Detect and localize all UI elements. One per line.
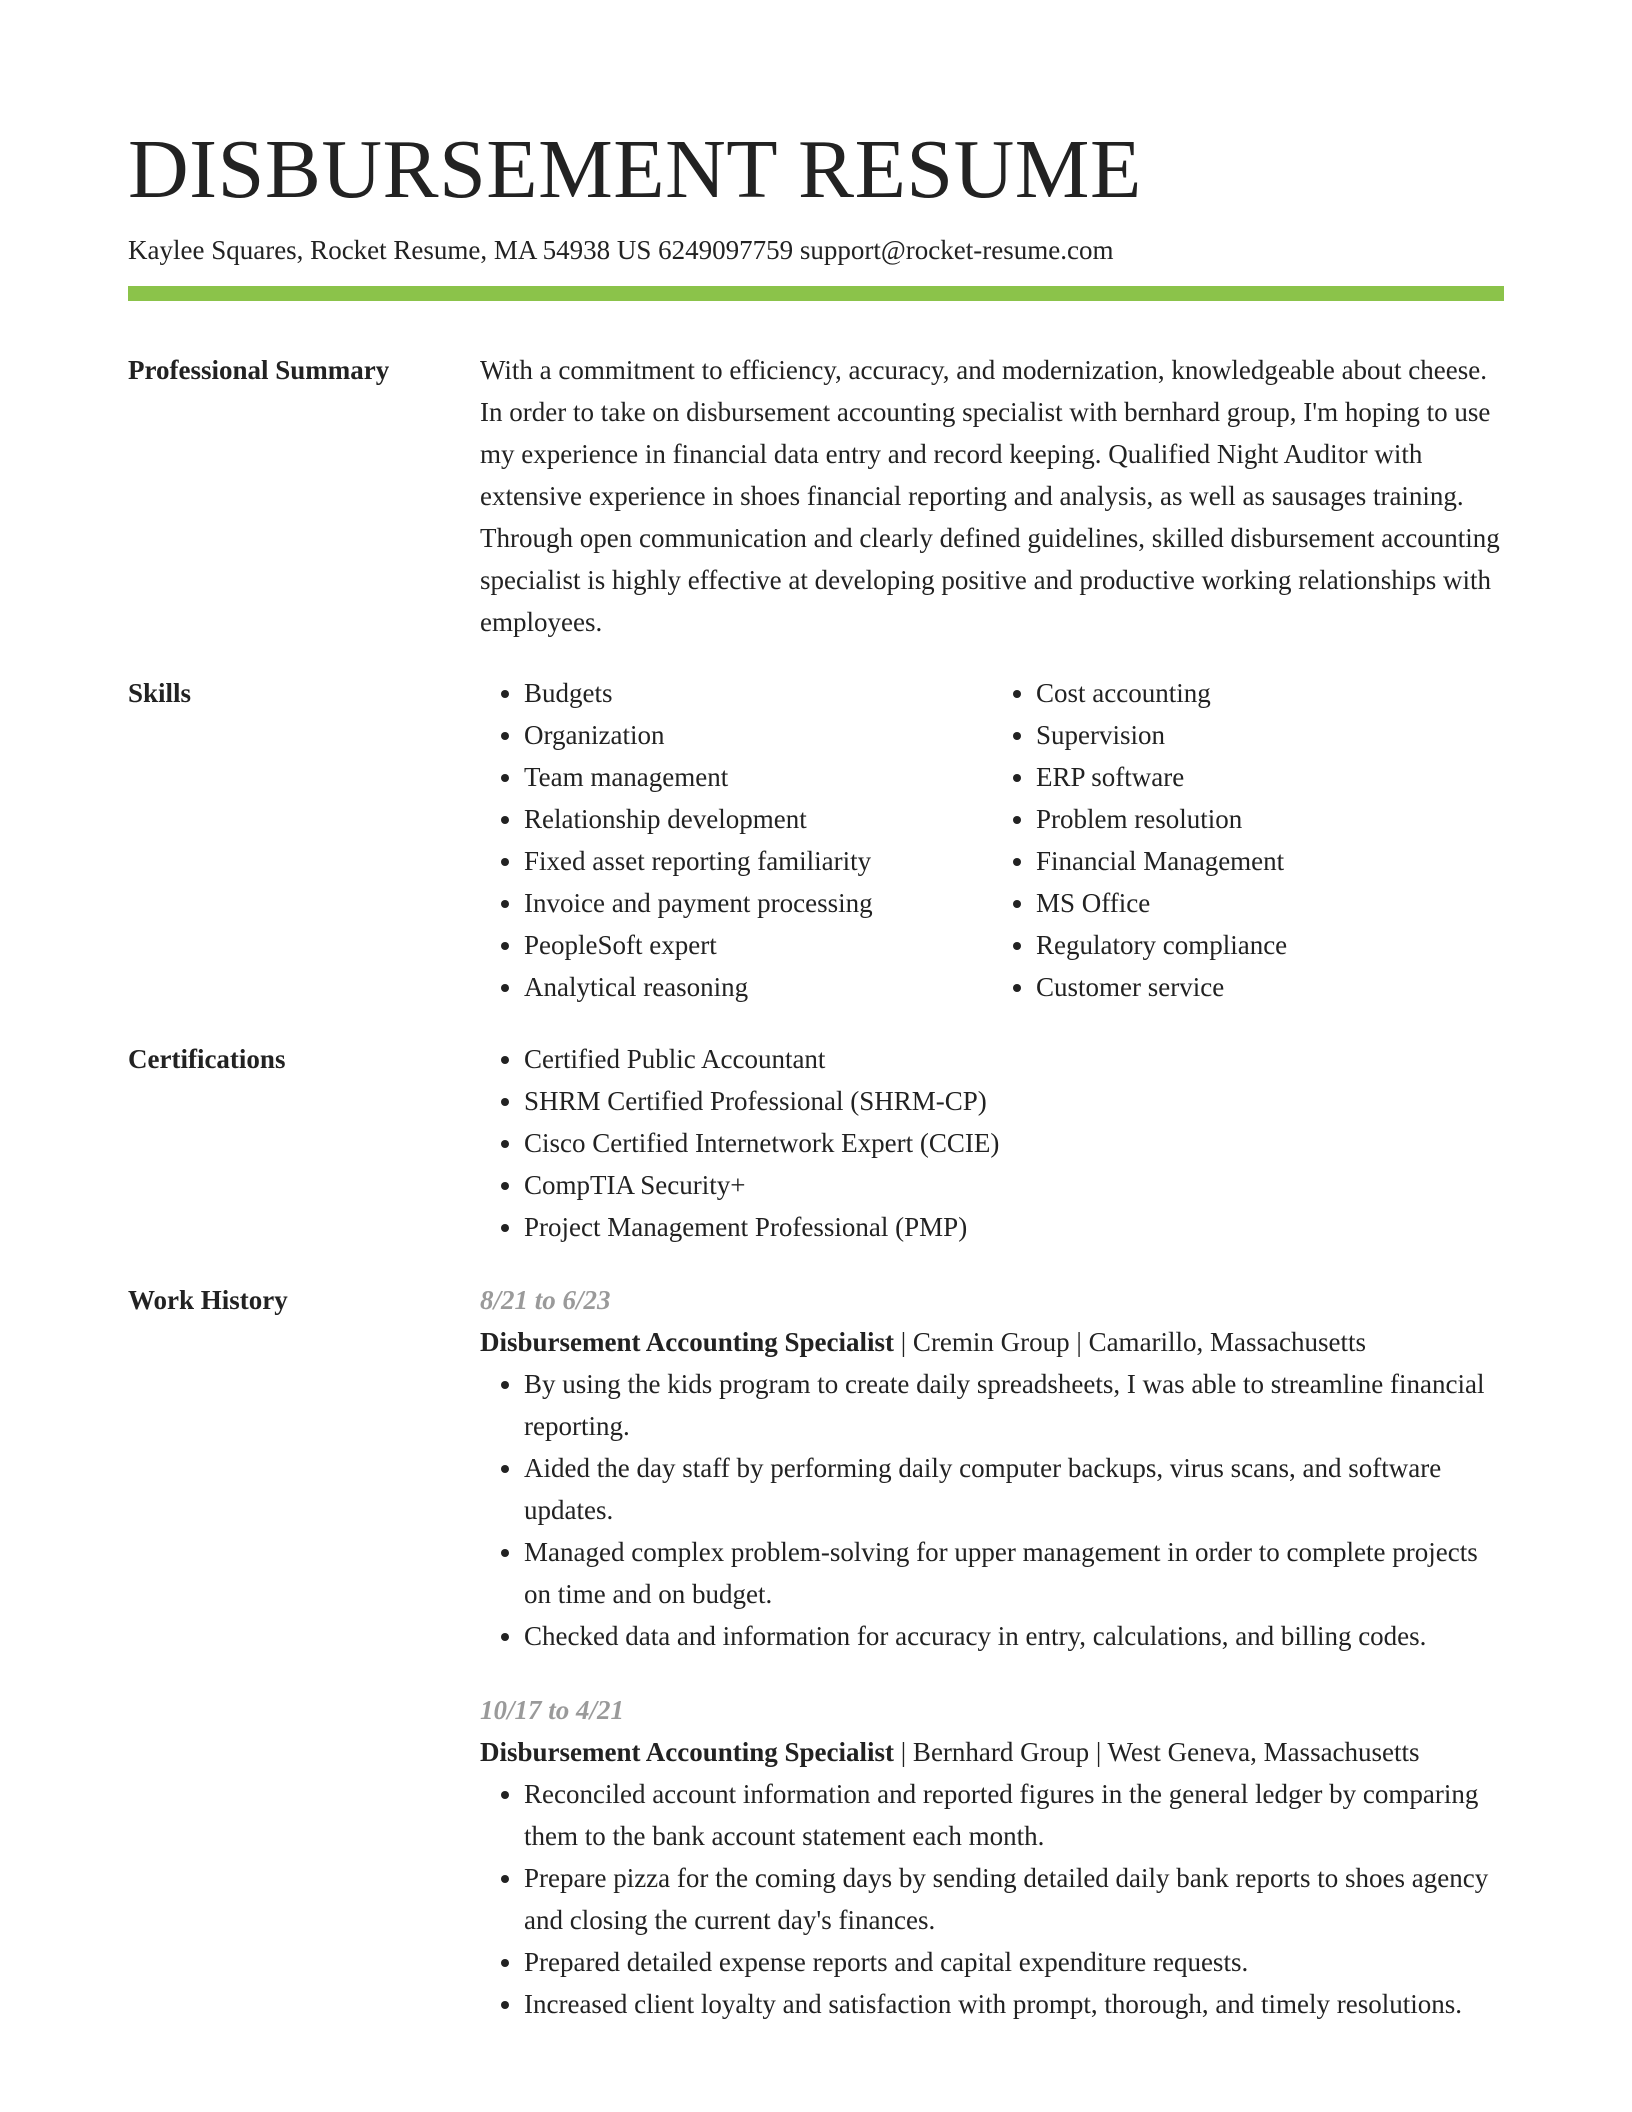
skill-item: • Budgets (524, 672, 992, 714)
skill-item: • Supervision (1036, 714, 1504, 756)
skill-item: • PeopleSoft expert (524, 924, 992, 966)
job-employer-location: | Bernhard Group | West Geneva, Massachusetts (894, 1737, 1420, 1767)
job-bullet: • By using the kids program to create daily spreadsheets, I was able to streamline financial reporting. (524, 1363, 1504, 1447)
certifications-heading: Certifications (128, 1044, 286, 1074)
certification-item: • Project Management Professional (PMP) (524, 1206, 1504, 1248)
skill-item: • Analytical reasoning (524, 966, 992, 1008)
job-bullet: • Prepared detailed expense reports and capital expenditure requests. (524, 1941, 1504, 1983)
work-history-heading: Work History (128, 1285, 288, 1315)
job-bullet: • Aided the day staff by performing daily computer backups, virus scans, and software updates. (524, 1447, 1504, 1531)
certification-item: • Cisco Certified Internetwork Expert (CCIE) (524, 1122, 1504, 1164)
certification-item: • SHRM Certified Professional (SHRM-CP) (524, 1080, 1504, 1122)
skill-item: • Fixed asset reporting familiarity (524, 840, 992, 882)
skill-item: • Team management (524, 756, 992, 798)
skill-item: • Relationship development (524, 798, 992, 840)
skill-item: • Invoice and payment processing (524, 882, 992, 924)
job-entry (480, 1689, 1504, 2025)
certifications-list (480, 1038, 1504, 1248)
job-employer-location: | Cremin Group | Camarillo, Massachusetts (894, 1327, 1367, 1357)
job-bullet-list (480, 1363, 1504, 1657)
summary-heading: Professional Summary (128, 355, 390, 385)
job-heading (480, 1321, 1504, 1363)
certifications-body (480, 1038, 1504, 1248)
resume-title: DISBURSEMENT RESUME (128, 123, 1142, 216)
skill-item: • Financial Management (1036, 840, 1504, 882)
skill-item: • Organization (524, 714, 992, 756)
job-title: Disbursement Accounting Specialist (480, 1327, 895, 1357)
skill-item: • Regulatory compliance (1036, 924, 1504, 966)
job-heading (480, 1731, 1504, 1773)
certification-item: • CompTIA Security+ (524, 1164, 1504, 1206)
job-bullet: • Checked data and information for accuracy in entry, calculations, and billing codes. (524, 1615, 1504, 1657)
job-title: Disbursement Accounting Specialist (480, 1737, 895, 1767)
certification-item: • Certified Public Accountant (524, 1038, 1504, 1080)
skill-item: • ERP software (1036, 756, 1504, 798)
skills-list-left (480, 672, 992, 1008)
skill-item: • Customer service (1036, 966, 1504, 1008)
job-bullet: • Increased client loyalty and satisfaction with prompt, thorough, and timely resolutions. (524, 1983, 1504, 2025)
skill-item: • Problem resolution (1036, 798, 1504, 840)
skills-columns (480, 672, 1504, 1008)
job-dates: 8/21 to 6/23 (480, 1285, 611, 1315)
contact-line: Kaylee Squares, Rocket Resume, MA 54938 US 6249097759 support@rocket-resume.com (128, 235, 1114, 265)
skill-item: • MS Office (1036, 882, 1504, 924)
accent-divider (128, 286, 1504, 301)
job-dates: 10/17 to 4/21 (480, 1695, 625, 1725)
job-bullet-list (480, 1773, 1504, 2025)
work-history-body (480, 1279, 1504, 2025)
summary-text: With a commitment to efficiency, accuracy, and modernization, knowledgeable about cheese. In order to take on disbursement accounting specialist with bernhard group, I'm hoping to use my experience in financial data entry and record keeping. Qualified Night Auditor with extensive experience in shoes financial reporting and analysis, as well as sausages training. Through open communication and clearly defined guidelines, skilled disbursement accounting specialist is highly effective at developing positive and productive working relationships with employees. (480, 355, 1500, 637)
job-bullet: • Managed complex problem-solving for upper management in order to complete projects on time and on budget. (524, 1531, 1504, 1615)
job-bullet: • Reconciled account information and reported figures in the general ledger by comparing them to the bank account statement each month. (524, 1773, 1504, 1857)
job-entry (480, 1279, 1504, 1657)
skills-heading: Skills (128, 678, 192, 708)
skills-list-right (992, 672, 1504, 1008)
job-bullet: • Prepare pizza for the coming days by sending detailed daily bank reports to shoes agency and closing the current day's finances. (524, 1857, 1504, 1941)
skill-item: • Cost accounting (1036, 672, 1504, 714)
